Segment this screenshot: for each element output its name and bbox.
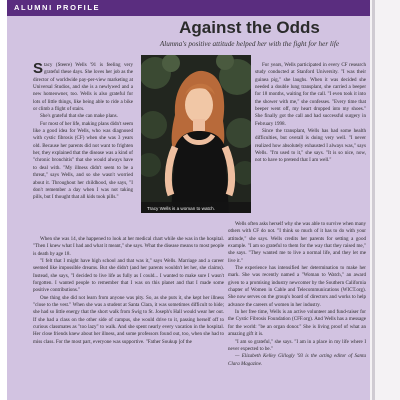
paragraph: "I am so grateful," she says. "I am in a place in my life where I never expected to be."	[228, 338, 366, 352]
drop-cap: S	[33, 60, 44, 77]
right-column-bottom	[228, 221, 366, 368]
section-label: ALUMNI PROFILE	[14, 3, 101, 12]
left-column-top	[33, 62, 133, 202]
page-edge-shadow	[372, 0, 375, 400]
portrait-photo	[141, 55, 251, 213]
paragraph: Since the transplant, Wells has had some health difficulties, but overall is doing very well. "I never realized how absolutely exhausted I always was," says Wells. "I'm used to it," she says. "It is so nice, now, not to have to pretend that I am well."	[255, 128, 366, 164]
right-column-top	[255, 62, 366, 165]
paragraph: She's grateful that she can make plans.	[40, 113, 118, 120]
article-title: Against the Odds	[179, 18, 320, 37]
paragraph: For most of her life, making plans didn't seem like a good idea for Wells, who was diagnosed with cystic fibrosis (CF) when she was 3 years old. Because her parents did not want to frighten her, they explained that the disease was a kind of "chronic bronchitis" that she would always have to deal with. "My illness didn't seem to be a threat," says Wells, and so she wasn't worried about it. Throughout her childhood, she says, "I don't remember a day when I was not taking pills, but I thought that all kids took pills."	[33, 120, 134, 201]
photo-caption: Tracy Wells is a woman to watch.	[147, 206, 215, 211]
paragraph-text: tacy (Steere) Wells '91 is feeling very grateful these days. She loves her job as the director of worldwide pay-per-view marketing at Universal Studios, and she is a newlywed and a new homeowner, too. Wells is also grateful for lots of little things, like being able to ride a bike or climb a flight of stairs.	[33, 62, 133, 113]
paragraph: Wells often asks herself why she was able to survive when many others with CF do not. "I think so much of it has to do with your attitude," she says. Wells credits her parents for setting a good example. "I am so grateful to them for the way that they raised me," she says. "They wanted me to live a normal life, and they let me live it."	[228, 221, 366, 264]
paragraph	[33, 62, 133, 113]
article-subtitle: Alumna's positive attitude helped her with the fight for her life	[159, 40, 340, 48]
paragraph: When she was 14, she happened to look at her medical chart while she was in the hospital. "Then I knew what I had and what it meant," she says. What the disease means to most people is death by age 18.	[33, 236, 224, 257]
paragraph: One thing she did not learn from anyone was pity. So, as she puts it, she kept her illness "close to the vest." When she was a student at Santa Clara, it was sometimes difficult to hide; she had so little energy that the short walk from Swig to St. Joseph's Hall would wear her out. If she had a class on the other side of campus, she would drive to it, passing herself off to curious classmates as "too lazy" to walk. And she spent nearly every vacation in the hospital. Her close friends knew about her illness, and some professors found out, too, when she had to miss class. For the most part, everyone was supportive. "Father Soukup [of the	[33, 294, 224, 345]
paragraph: "I felt that I might have high school and that was it," says Wells. Marriage and a career seemed like impossible dreams. But she didn't (and her parents wouldn't let her, she claims). Instead, she says, "I decided to live life as fully as I could... I wanted to make sure I wasn't forgotten. I wanted people to remember that I was on this planet and that I made some positive contributions."	[33, 258, 224, 294]
author-byline: — Elizabeth Kelley Gillogly '93 is the acting editor of Santa Clara Magazine.	[228, 353, 366, 367]
paragraph: In her free time, Wells is an active volunteer and fund-raiser for the Cystic Fibrosis Foundation (CFF.org). And Wells has a message for the world: "be an organ donor." She is living proof of what an amazing gift it is.	[228, 309, 366, 338]
paragraph: For years, Wells participated in every CF research study conducted at Stanford University. "I was their guinea pig," she laughs. When it was decided she needed a double lung transplant, she carried a beeper for 18 months, waiting for the call. "I even took it into the shower with me," she confesses. "Every time that beeper went off, my heart dropped into my shoes." She finally got the call and had successful surgery in February 1998.	[255, 62, 366, 127]
left-column-bottom	[33, 236, 224, 346]
portrait-image	[141, 55, 251, 213]
paragraph: The experience has intensified her determination to make her mark. She was recently named a "Woman to Watch," an award given to a promising industry newcomer by the Southern California chapter of Women in Cable and Telecommunications (WICT.org). She now serves on the group's board of directors and works to help advance the careers of women in her industry.	[228, 265, 366, 308]
